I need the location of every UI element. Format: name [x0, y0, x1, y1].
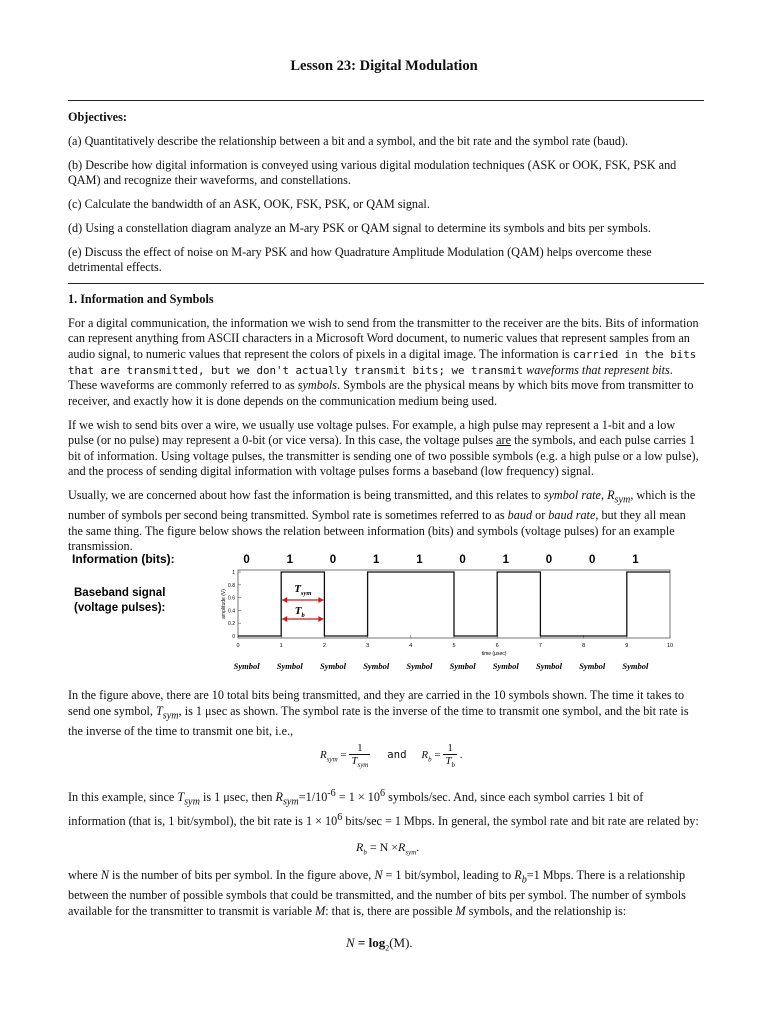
- p6-m2: M: [455, 903, 466, 918]
- symbol-label: Symbol: [233, 661, 260, 671]
- paragraph-2: [68, 418, 700, 480]
- x-tick-label: 2: [322, 643, 326, 649]
- p6-n2: N: [374, 868, 383, 882]
- symbol-label: Symbol: [406, 661, 433, 671]
- p5-rsym: R: [275, 790, 283, 805]
- eq3-log: = log: [354, 935, 386, 950]
- equation-bitrate: [356, 840, 419, 856]
- paragraph-5-block: [68, 786, 700, 838]
- eq-frac-2-num: 1: [443, 742, 457, 755]
- x-tick-label: 0: [236, 643, 240, 649]
- p3-italic-symbol-rate: symbol rate: [543, 488, 601, 503]
- p2-text-a: If we wish to send bits over a wire, we usually use voltage pulses. For example, a high pulse may represent a 1-bit and a low pulse (or no pulse) may represent a 0-bit (or vice versa). In this case, the voltage pulses: [68, 417, 676, 448]
- y-tick-label: 0: [232, 634, 235, 640]
- tb-label: $T_b$: [294, 605, 305, 619]
- symbol-label: Symbol: [320, 661, 346, 671]
- p5-text-d: = 1 × 10: [335, 790, 380, 805]
- p6-text-d: =1 Mbps. There is a relationship between the number of possible symbols that could be transmitted, and the number of bits per symbol. The number of symbols available for the transmitter to transmit is variable: [68, 868, 686, 918]
- section-1-heading: 1. Information and Symbols: [68, 292, 214, 306]
- divider-top: [68, 100, 704, 101]
- eq2-rb: R: [356, 840, 364, 854]
- p3-rsym: R: [607, 488, 615, 503]
- x-tick-label: 5: [452, 643, 456, 649]
- y-tick-label: 0.8: [228, 582, 235, 589]
- bit-label: 0: [545, 554, 553, 566]
- p4-text-a: In the figure above, there are 10 total bits being transmitted, and they are carried in the 10 symbols shown. The time it takes to send one symbol,: [68, 688, 685, 718]
- p5-sup-2: 6: [379, 788, 386, 799]
- bit-label: 1: [286, 554, 294, 566]
- paragraph-6: [68, 868, 700, 919]
- symbol-label: Symbol: [449, 661, 476, 671]
- objective-d: (d) Using a constellation diagram analyze an M-ary PSK or QAM signal to determine its symbols and bits per symbols.: [68, 220, 651, 235]
- p3-rsym-sub: sym: [614, 494, 631, 506]
- p2-text-b: the symbols, and each pulse carries 1 bit of information. Using voltage pulses, the transmitter is sending one of two possible symbols (e.g. a high pulse or a low pulse), and the process of sending digital information with voltage pulses forms a baseband (low frequency) signal.: [68, 433, 699, 479]
- eq2-middle: = N ×: [366, 840, 399, 854]
- bit-label: 1: [416, 554, 423, 566]
- p6-m: M: [315, 903, 326, 918]
- eq-t: T: [351, 755, 358, 767]
- section-1-continued: [68, 688, 700, 747]
- plot-axes: [221, 570, 673, 657]
- symbol-label: Symbol: [579, 661, 606, 671]
- eq3-n: N: [346, 935, 355, 950]
- p5-sup-1: -6: [327, 788, 336, 799]
- eq-frac-2: [443, 742, 457, 769]
- p4-tsym-sub: sym: [162, 710, 179, 722]
- divider-section: [68, 283, 704, 284]
- section-1: [68, 292, 700, 563]
- objective-a: (a) Quantitatively describe the relationship between a bit and a symbol, and the bit rate and the symbol rate (baud).: [68, 133, 629, 148]
- p3-text-d: or: [532, 508, 549, 523]
- p3-text-e: , but they all mean the same thing. The figure below shows the relation between information (bits) and symbols (voltage pulses) for an example transmission.: [68, 508, 686, 554]
- eq-frac-2-den: [443, 755, 457, 769]
- paragraph-1: [68, 316, 700, 410]
- symbol-label: Symbol: [363, 661, 390, 671]
- x-tick-label: 8: [582, 643, 586, 649]
- symbol-label: Symbol: [622, 661, 649, 671]
- eq-period-1: .: [459, 749, 463, 762]
- p1-italic-2: symbols: [297, 378, 338, 393]
- paragraph-6-block: [68, 868, 700, 927]
- x-tick-label: 9: [625, 643, 629, 649]
- p4-tsym: T: [156, 703, 163, 718]
- eq3-period: .: [409, 935, 413, 950]
- eq-rb: R: [421, 749, 429, 762]
- tb-sub: b: [301, 612, 305, 619]
- baseband-label-2: (voltage pulses):: [74, 602, 166, 614]
- baseband-figure: [66, 544, 706, 674]
- objectives-section: [68, 110, 700, 284]
- p6-text-e: : that is, there are possible: [325, 903, 456, 918]
- x-tick-label: 4: [409, 643, 413, 649]
- timing-annotations: [282, 583, 323, 622]
- p6-text-b: is the number of bits per symbol. In the figure above,: [108, 868, 375, 882]
- p6-text-a: where: [68, 868, 101, 882]
- objectives-heading: Objectives:: [68, 110, 127, 124]
- p1-text-b: . These waveforms are commonly referred to as: [68, 362, 673, 393]
- bit-label: 1: [502, 554, 510, 566]
- x-tick-label: 1: [279, 643, 283, 649]
- p3-text-c: , which is the number of symbols per second being transmitted. Symbol rate is sometimes referred to as: [68, 488, 696, 523]
- paragraph-4: [68, 688, 700, 739]
- p5-text-e: symbols/sec. And, since each symbol carries 1 bit of information (that is, 1 bit/symbol), the bit rate is 1 × 10: [68, 790, 644, 829]
- lesson-title: Lesson 23: Digital Modulation: [290, 58, 478, 74]
- p3-text-a: Usually, we are concerned about how fast the information is being transmitted, and this relates to: [68, 488, 544, 503]
- tb-arrow-arrow-left: [282, 616, 287, 622]
- bit-label: 0: [243, 554, 250, 566]
- x-tick-label: 3: [366, 643, 370, 649]
- symbol-label: Symbol: [536, 661, 562, 671]
- p6-text-f: symbols, and the relationship is:: [465, 903, 627, 918]
- p2-underline: are: [496, 433, 512, 448]
- p6-rb: R: [514, 868, 522, 882]
- objective-e: (e) Discuss the effect of noise on M-ary PSK and how Quadrature Amplitude Modulation (QAM) helps overcome these detrimental effects.: [68, 244, 652, 275]
- bit-labels: [243, 554, 639, 566]
- p1-italic-1: waveforms that represent bits: [523, 362, 670, 377]
- eq-rsym: R: [320, 749, 327, 762]
- eq-frac-1-num: 1: [349, 742, 370, 755]
- p6-rb-sub: b: [521, 874, 527, 886]
- symbol-labels: [234, 661, 649, 671]
- y-tick-label: 0.4: [228, 608, 235, 615]
- tsym-arrow-arrow-right: [318, 597, 323, 603]
- y-tick-label: 0.2: [228, 621, 235, 628]
- eq-frac-1-den: [349, 755, 370, 769]
- baseband-label-1: Baseband signal: [74, 587, 166, 599]
- eq-tsym-sub: sym: [357, 761, 369, 770]
- equation-log: [346, 935, 413, 953]
- bit-label: 0: [329, 554, 337, 566]
- baseband-pulse-line: [238, 572, 670, 636]
- x-axis-label: time (μsec): [481, 651, 507, 657]
- tsym-arrow-arrow-left: [282, 597, 287, 603]
- paragraph-5: [68, 786, 700, 830]
- eq2-rsym: R: [398, 840, 406, 854]
- p5-text-a: In this example, since: [68, 790, 178, 805]
- eq-rsym-sub: sym: [326, 755, 338, 764]
- p5-sup-3: 6: [337, 812, 343, 824]
- eq3-base: 2: [385, 943, 390, 953]
- bit-label: 1: [372, 554, 380, 566]
- bit-label: 0: [588, 554, 596, 566]
- eq-tb: T: [445, 755, 452, 767]
- equation-rates: [320, 742, 462, 769]
- x-tick-label: 6: [495, 643, 499, 649]
- p4-text-b: , is 1 μsec as shown. The symbol rate is the inverse of the time to transmit one symbol, and the bit rate is the inverse of the time to transmit one bit, i.e.,: [68, 703, 689, 738]
- p3-italic-baud: baud: [507, 508, 533, 523]
- x-tick-label: 7: [538, 643, 542, 649]
- eq-equals-2: =: [434, 749, 441, 762]
- p6-text-c: = 1 bit/symbol, leading to: [382, 868, 515, 882]
- p5-text-f: bits/sec = 1 Mbps. In general, the symbol rate and bit rate are related by:: [342, 814, 699, 829]
- eq2-period: .: [416, 840, 420, 854]
- waveform: [238, 572, 670, 636]
- objective-b: (b) Describe how digital information is conveyed using various digital modulation techniques (ASK or OOK, FSK, PSK and QAM) and recognize their waveforms, and constellations.: [68, 157, 677, 188]
- p5-text-b: is 1 μsec, then: [199, 790, 276, 805]
- eq-frac-1: [349, 742, 370, 769]
- p5-text-c: =1/10: [298, 790, 328, 805]
- p5-tsym: T: [177, 790, 185, 805]
- x-tick-label: 10: [666, 643, 674, 649]
- tb-arrow-arrow-right: [318, 616, 323, 622]
- p5-rsym-sub: sym: [282, 796, 299, 808]
- tsym-label: $T_{sym}$: [294, 583, 312, 597]
- p1-text-a: For a digital communication, the information we wish to send from the transmitter to the receiver are the bits. Bits of information can represent anything from ASCII characters in a Microsoft Word document, to numeric values that represent samples from an audio signal, to numeric values that represent the colors of pixels in a digital image. The information is: [68, 315, 699, 361]
- p1-text-c: . Symbols are the physical means by which bits move from transmitter to receiver, and exactly how it is done depends on the communication medium being used.: [68, 378, 694, 408]
- eq-tb-sub: b: [451, 761, 455, 770]
- y-tick-label: 0.6: [228, 595, 235, 602]
- p3-text-b: ,: [600, 488, 608, 503]
- symbol-label: Symbol: [492, 661, 519, 671]
- eq2-rb-sub: b: [363, 848, 367, 857]
- bit-label: 1: [632, 554, 639, 566]
- eq-and: and: [387, 748, 407, 762]
- eq-equals-1: =: [340, 749, 347, 762]
- eq2-rsym-sub: sym: [405, 848, 417, 857]
- p1-mono-text: carried in the bits that are transmitted, but we don't actually transmit bits; we transmit: [68, 347, 697, 377]
- eq3-arg: (M): [389, 935, 410, 950]
- p5-tsym-sub: sym: [184, 796, 200, 808]
- info-bits-label: Information (bits):: [72, 552, 175, 566]
- y-axis-label: amplitude (V): [221, 589, 227, 619]
- p6-n: N: [100, 868, 109, 882]
- y-tick-label: 1: [232, 570, 235, 576]
- bit-label: 0: [459, 554, 466, 566]
- tsym-sub: sym: [300, 590, 312, 597]
- objective-c: (c) Calculate the bandwidth of an ASK, OOK, FSK, PSK, or QAM signal.: [68, 196, 430, 211]
- p3-italic-baud-rate: baud rate: [548, 508, 596, 523]
- symbol-label: Symbol: [276, 661, 303, 671]
- eq-rb-sub: b: [428, 755, 432, 764]
